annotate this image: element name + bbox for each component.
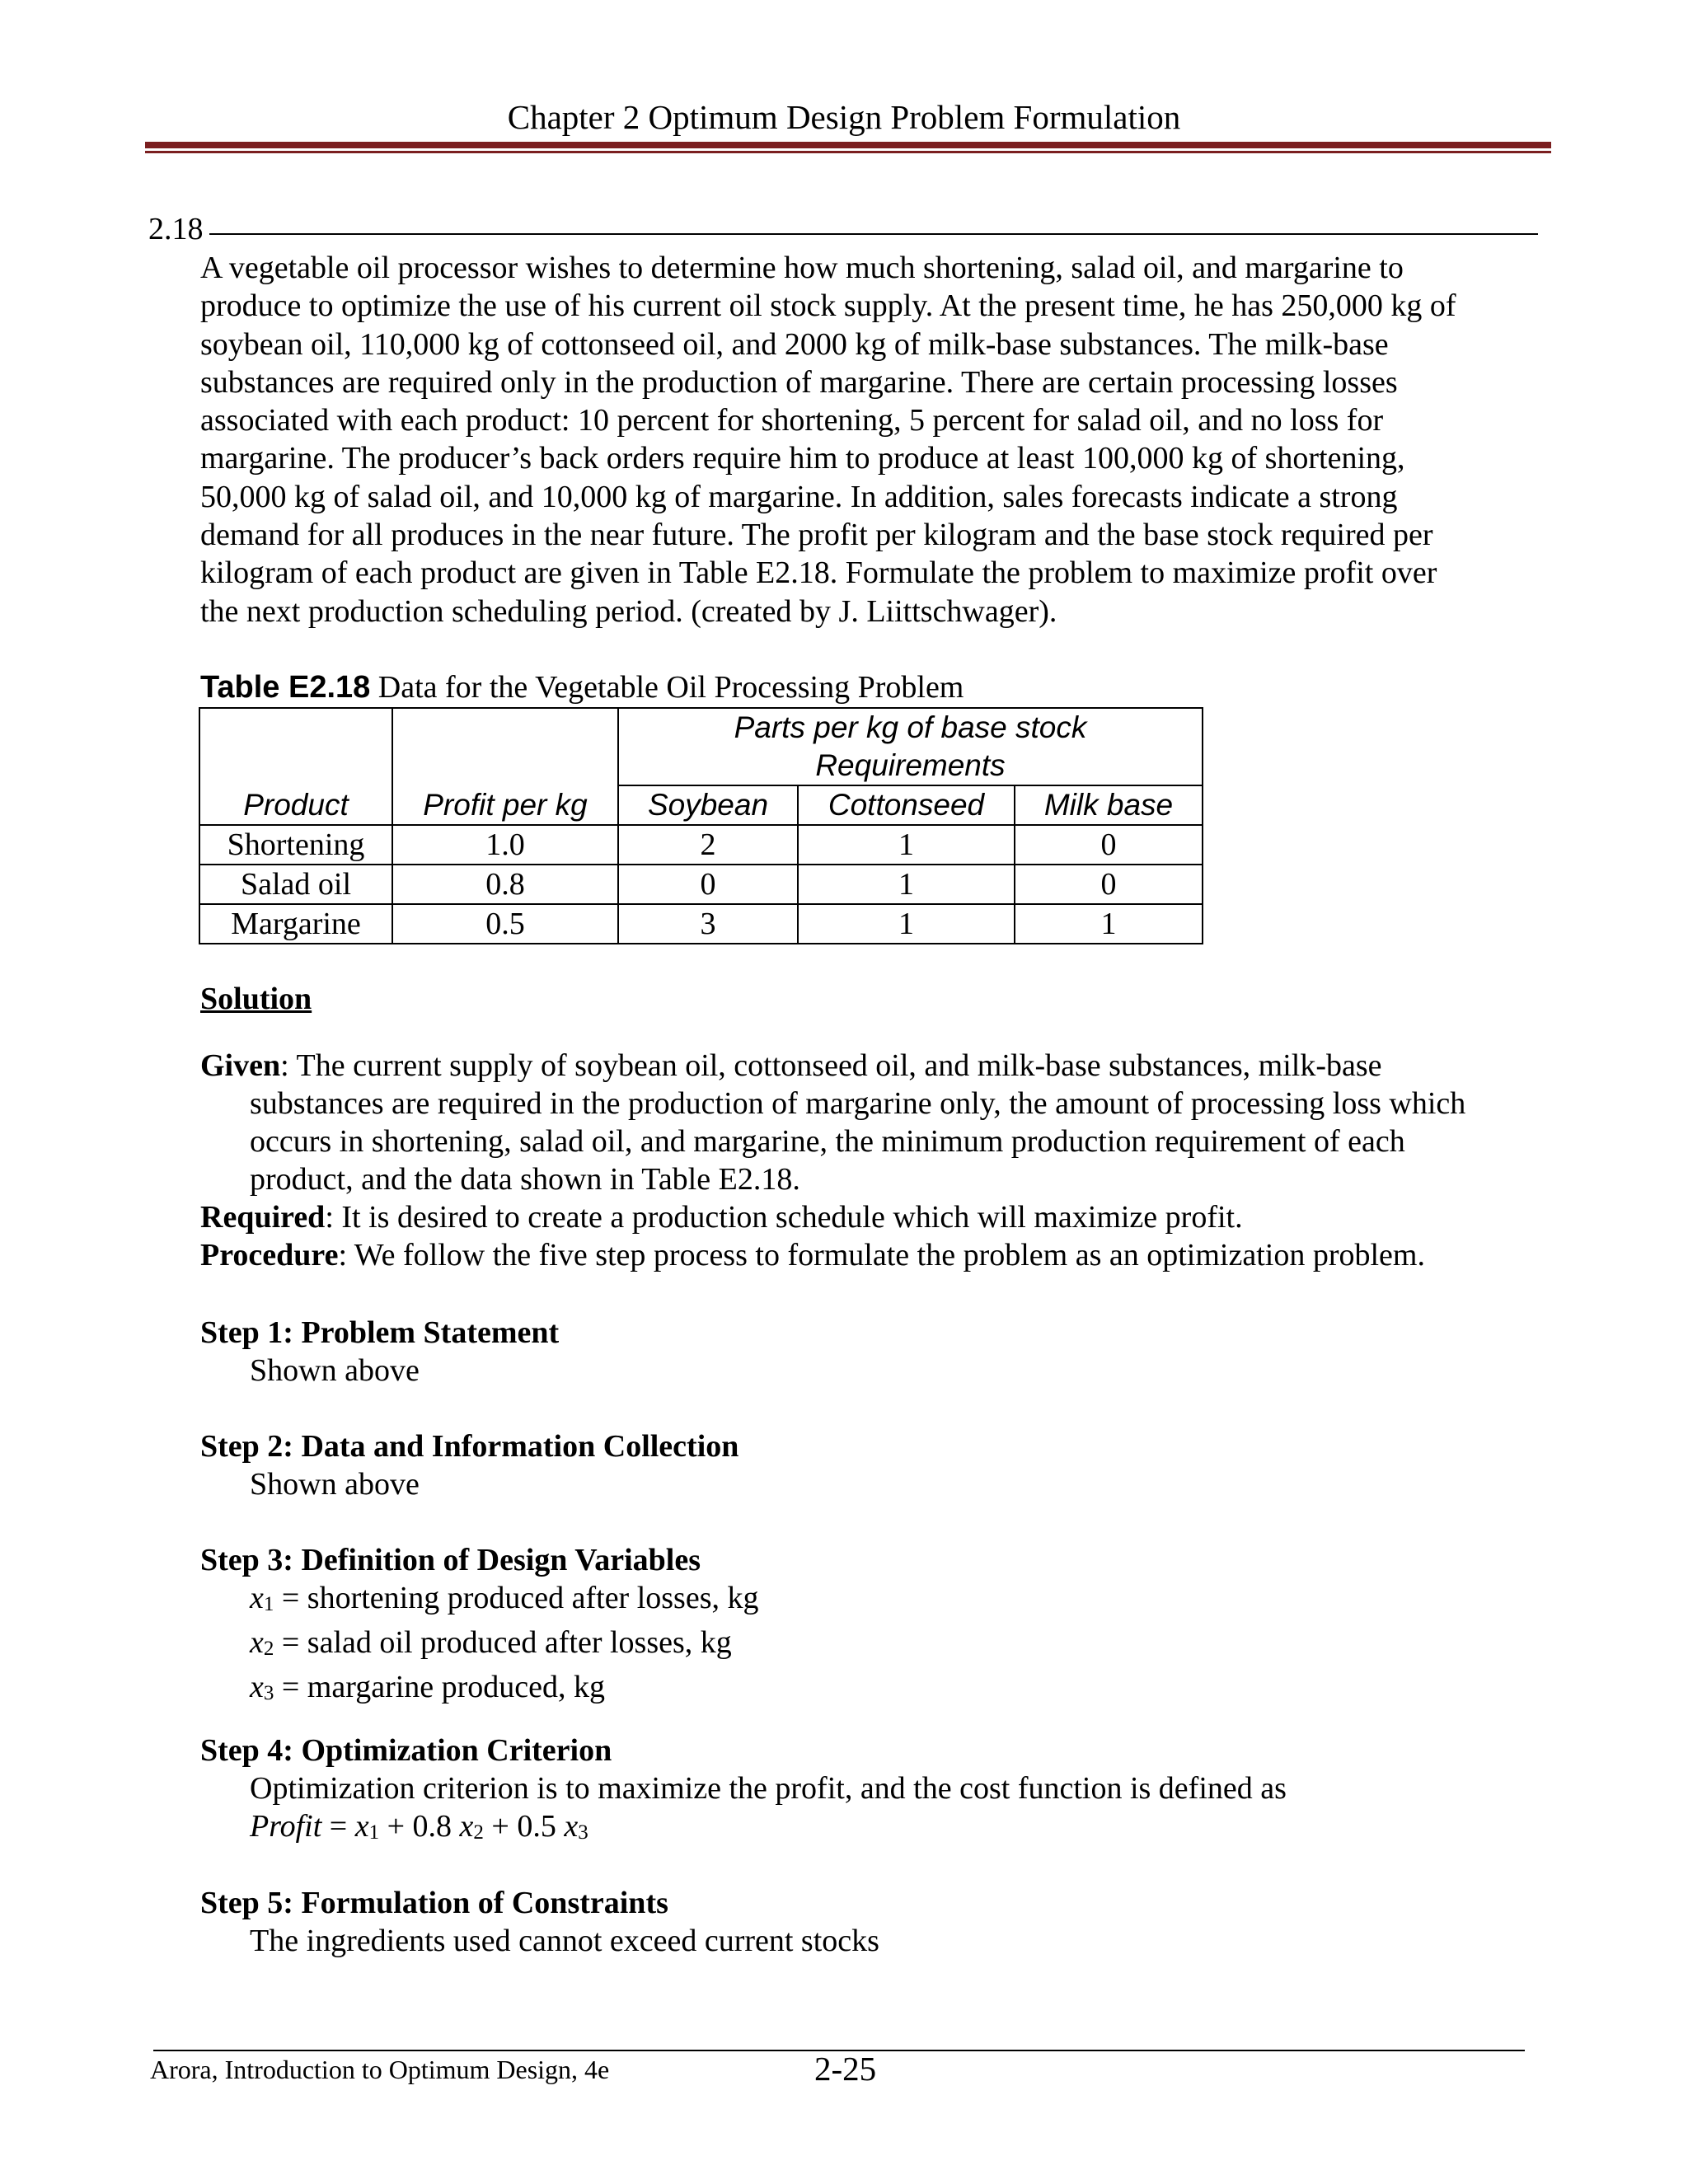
var-symbol: x xyxy=(250,1625,264,1660)
required-line xyxy=(200,1198,1552,1236)
column-header-product: Product xyxy=(199,785,392,825)
table-cell: 1 xyxy=(798,825,1015,865)
step-text: Shown above xyxy=(250,1353,420,1388)
table-column-header-row xyxy=(199,785,1203,825)
step-text: Shown above xyxy=(250,1467,420,1502)
problem-line: demand for all produces in the near future. The profit per kilogram and the base stock required per xyxy=(200,518,1433,553)
profit-formula xyxy=(200,1807,1552,1852)
formula-var: x xyxy=(354,1809,369,1844)
problem-line: 50,000 kg of salad oil, and 10,000 kg of margarine. In addition, sales forecasts indicate a strong xyxy=(200,479,1398,514)
formula-sub: 3 xyxy=(578,1821,588,1844)
step-title: Step 2: Data and Information Collection xyxy=(200,1429,739,1464)
design-variable xyxy=(200,1579,1552,1624)
procedure-text: : We follow the five step process to formulate the problem as an optimization problem. xyxy=(338,1238,1425,1272)
table-row xyxy=(199,825,1203,865)
problem-number: 2.18 xyxy=(148,212,204,246)
formula-var: x xyxy=(564,1809,579,1844)
column-header-soybean: Soybean xyxy=(618,785,798,825)
given-line: product, and the data shown in Table E2.18. xyxy=(250,1162,800,1197)
var-description: = shortening produced after losses, kg xyxy=(274,1581,759,1615)
design-variable xyxy=(200,1624,1552,1668)
table-cell: 0.8 xyxy=(392,865,618,904)
required-text: : It is desired to create a production schedule which will maximize profit. xyxy=(325,1200,1243,1235)
table-cell: 1.0 xyxy=(392,825,618,865)
step-title: Step 1: Problem Statement xyxy=(200,1315,560,1350)
step-5 xyxy=(200,1884,1552,1960)
table-cell: Salad oil xyxy=(199,865,392,904)
step-text: Optimization criterion is to maximize the profit, and the cost function is defined as xyxy=(250,1771,1287,1806)
formula-coef: + 0.8 xyxy=(379,1809,460,1844)
procedure-line xyxy=(200,1236,1552,1274)
problem-line: soybean oil, 110,000 kg of cottonseed oil, and 2000 kg of milk-base substances. The milk-base xyxy=(200,326,1389,362)
table-cell: 1 xyxy=(798,904,1015,944)
formula-eq: = xyxy=(321,1809,355,1844)
group-header-line: Requirements xyxy=(815,748,1006,782)
table-group-header xyxy=(618,708,1203,785)
procedure-label: Procedure xyxy=(200,1238,339,1272)
step-title: Step 5: Formulation of Constraints xyxy=(200,1886,668,1920)
given-line xyxy=(200,1047,1552,1085)
chapter-header-title: Chapter 2 Optimum Design Problem Formulation xyxy=(507,98,1181,136)
table-cell: 0 xyxy=(1015,865,1203,904)
var-symbol: x xyxy=(250,1670,264,1704)
footer-book-title: Arora, Introduction to Optimum Design, 4e xyxy=(150,2055,610,2084)
column-header-milk-base: Milk base xyxy=(1015,785,1203,825)
table-group-header-row xyxy=(199,708,1203,785)
formula-sub: 1 xyxy=(368,1821,380,1844)
problem-rule xyxy=(209,233,1538,235)
step-title: Step 4: Optimization Criterion xyxy=(200,1733,612,1768)
formula-sub: 2 xyxy=(473,1821,484,1844)
var-description: = salad oil produced after losses, kg xyxy=(274,1625,732,1660)
table-cell: 0 xyxy=(618,865,798,904)
header-rule-thin xyxy=(145,151,1551,153)
problem-line: associated with each product: 10 percent for shortening, 5 percent for salad oil, and no loss for xyxy=(200,403,1384,438)
formula-lhs: Profit xyxy=(250,1809,322,1844)
table-cell: 2 xyxy=(618,825,798,865)
given-line: substances are required in the production of margarine only, the amount of processing loss which xyxy=(250,1086,1466,1121)
formula-var: x xyxy=(459,1809,474,1844)
table-cell: Margarine xyxy=(199,904,392,944)
table-cell: 1 xyxy=(1015,904,1203,944)
problem-line: produce to optimize the use of his current oil stock supply. At the present time, he has 250,000 kg of xyxy=(200,288,1456,324)
table-empty-cell xyxy=(392,708,618,785)
page-number: 2-25 xyxy=(814,2050,877,2088)
var-symbol: x xyxy=(250,1581,264,1615)
step-3 xyxy=(200,1541,1552,1713)
step-2 xyxy=(200,1427,1552,1503)
problem-line: margarine. The producer’s back orders require him to produce at least 100,000 kg of shortening, xyxy=(200,441,1405,476)
var-subscript: 2 xyxy=(263,1638,274,1660)
table-cell: Shortening xyxy=(199,825,392,865)
required-label: Required xyxy=(200,1200,326,1235)
given-line: occurs in shortening, salad oil, and margarine, the minimum production requirement of each xyxy=(250,1124,1405,1159)
problem-line: A vegetable oil processor wishes to determine how much shortening, salad oil, and margarine to xyxy=(200,251,1404,285)
table-row xyxy=(199,904,1203,944)
table-cell: 1 xyxy=(798,865,1015,904)
table-empty-cell xyxy=(199,708,392,785)
given-paragraph xyxy=(200,1047,1552,1274)
solution-heading: Solution xyxy=(200,982,312,1016)
step-4 xyxy=(200,1732,1552,1852)
table-cell: 3 xyxy=(618,904,798,944)
problem-line: the next production scheduling period. (created by J. Liittschwager). xyxy=(200,593,1057,629)
given-label: Given xyxy=(200,1048,281,1083)
column-header-cottonseed: Cottonseed xyxy=(798,785,1015,825)
var-description: = margarine produced, kg xyxy=(274,1670,606,1704)
vegetable-oil-data-table xyxy=(199,707,1203,944)
header-rule-thick xyxy=(145,142,1551,148)
table-caption xyxy=(200,669,964,705)
problem-line: substances are required only in the production of margarine. There are certain processing losses xyxy=(200,364,1398,400)
var-subscript: 3 xyxy=(263,1682,274,1704)
given-text: : The current supply of soybean oil, cottonseed oil, and milk-base substances, milk-base xyxy=(280,1048,1382,1083)
table-caption-text: Data for the Vegetable Oil Processing Problem xyxy=(370,670,964,705)
table-cell: 0 xyxy=(1015,825,1203,865)
problem-line: kilogram of each product are given in Table E2.18. Formulate the problem to maximize profit over xyxy=(200,555,1437,591)
table-label: Table E2.18 xyxy=(200,670,371,705)
table-cell: 0.5 xyxy=(392,904,618,944)
var-subscript: 1 xyxy=(263,1593,274,1615)
problem-statement xyxy=(200,249,1552,630)
step-1 xyxy=(200,1314,1552,1390)
formula-coef: + 0.5 xyxy=(483,1809,565,1844)
step-title: Step 3: Definition of Design Variables xyxy=(200,1543,701,1577)
step-text: The ingredients used cannot exceed current stocks xyxy=(250,1924,879,1958)
table-row xyxy=(199,865,1203,904)
column-header-profit: Profit per kg xyxy=(392,785,618,825)
group-header-line: Parts per kg of base stock xyxy=(734,710,1087,744)
design-variable xyxy=(200,1668,1552,1713)
